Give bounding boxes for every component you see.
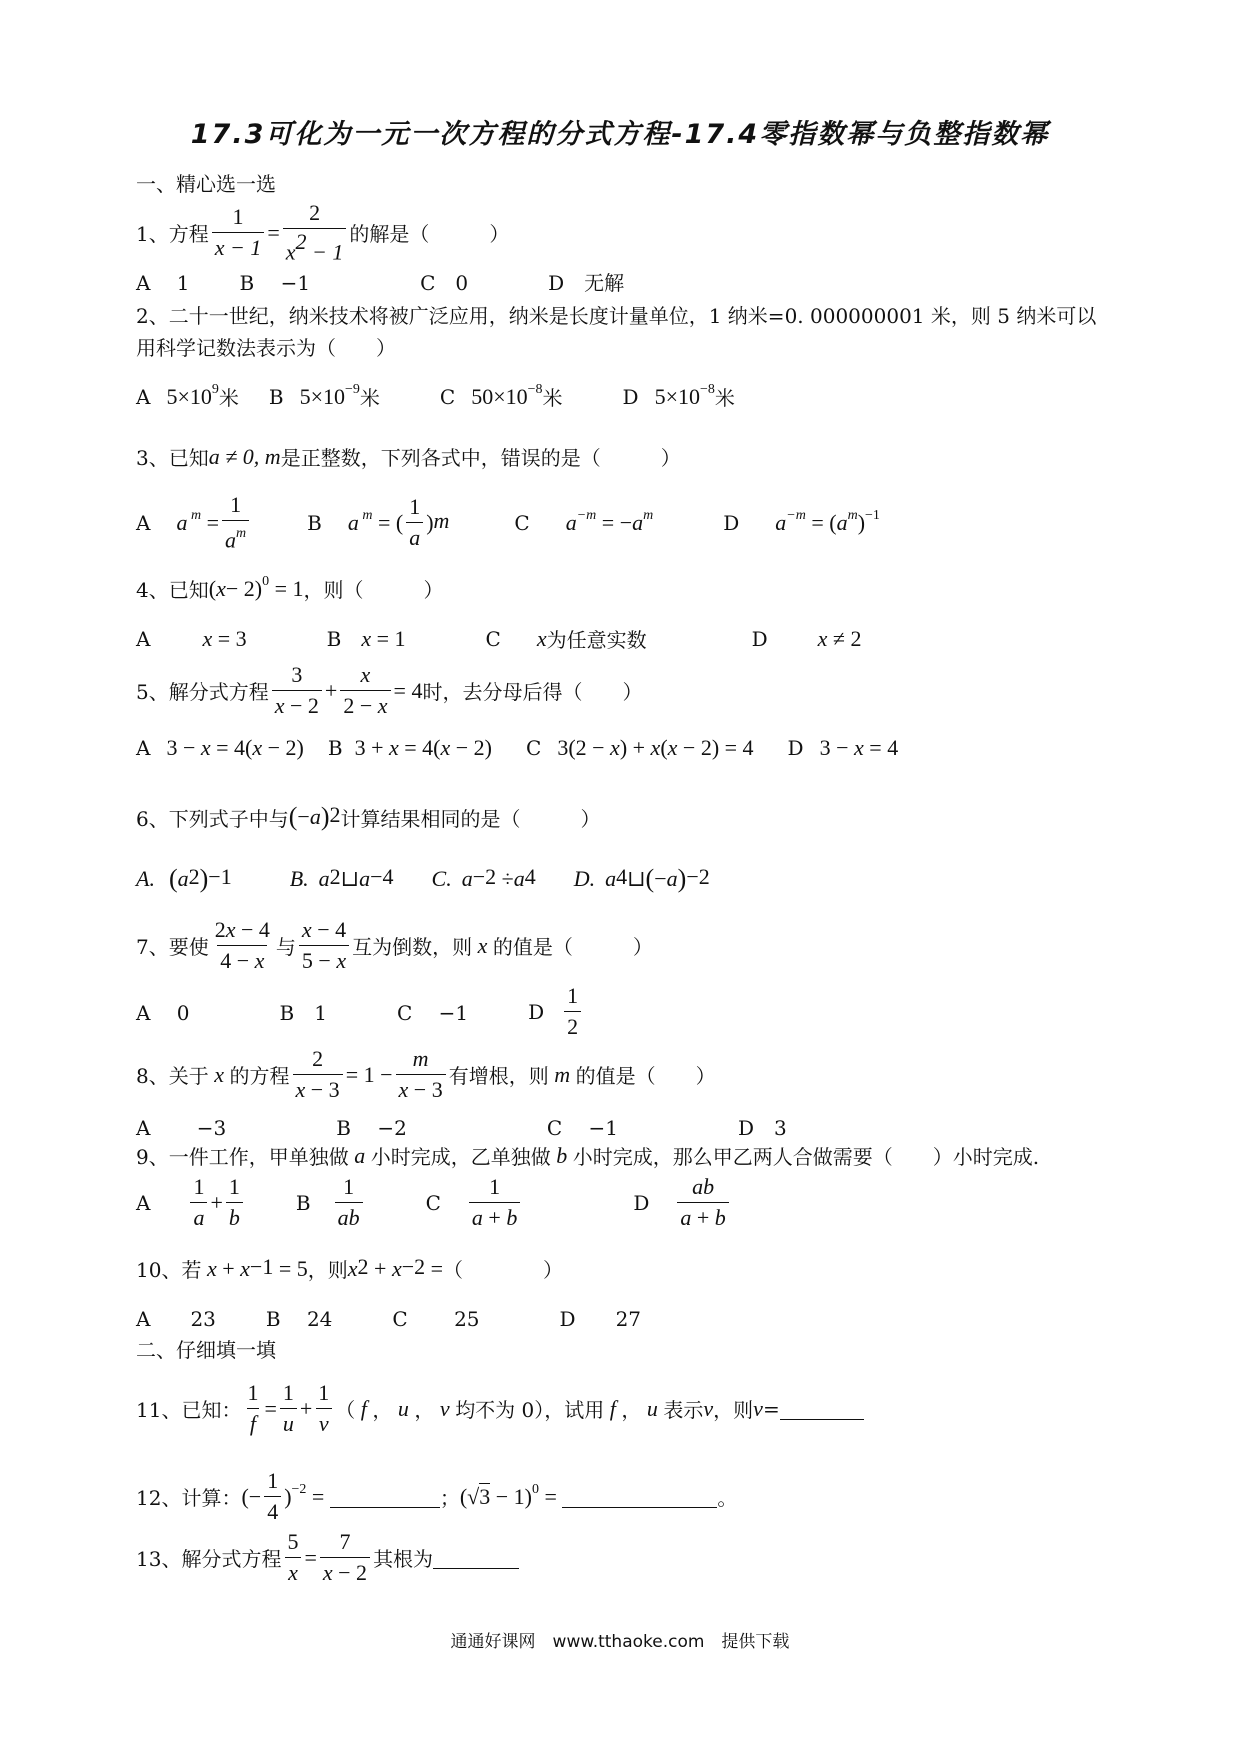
answer-blank[interactable] (562, 1485, 717, 1508)
page-title: 17.3可化为一元一次方程的分式方程-17.4零指数幂与负整指数幂 (190, 119, 1050, 150)
fraction: $\frac{x - 4}{5 - x}$ (299, 917, 349, 974)
fraction: $\frac{2}{x^2 - 1}$ (283, 200, 347, 265)
fraction: $\frac{1}{f}$ (247, 1380, 259, 1436)
fraction: $\frac{2}{x - 3}$ (293, 1046, 343, 1103)
fraction: $\frac{1}{u}$ (280, 1380, 297, 1437)
fraction: $\frac{1}{b}$ (226, 1174, 243, 1231)
question-12: 12、计算： (− $\frac{1}{4}$ )$^{-2}$ = ； $(√3 - 1)^0$ = 。 (136, 1468, 738, 1524)
footer-text: 通通好课网 www.tthaoke.com 提供下载 (450, 1632, 790, 1652)
question-10: 10、若 x + x $^{-1}$ = 5 ，则 x $^2$ + x $^{-2}$ = （ ） (136, 1253, 564, 1282)
fraction: $\frac{2x - 4}{4 - x}$ (214, 917, 270, 973)
fraction: $\frac{1}{a}$ (406, 494, 423, 551)
fraction: $\frac{7}{x - 2}$ (320, 1529, 370, 1586)
question-7: 7、要使 $\frac{2x - 4}{4 - x}$ 与 $\frac{x - 4}{5 - x}$ 互为倒数，则 x 的值是（ ） (136, 917, 653, 973)
question-13: 13、解分式方程 $\frac{5}{x}$ = $\frac{7}{x - 2}$ 其根为 (136, 1529, 519, 1586)
question-5-options: A 3 − x = 4(x − 2) B 3 + x = 4(x − 2) C 3(2 − x) + x(x − 2) = 4 D 3 − x = 4 (136, 735, 899, 760)
answer-blank[interactable] (330, 1485, 440, 1508)
question-2: 2、二十一世纪，纳米技术将被广泛应用，纳米是长度计量单位，1 纳米=0. 000000001 米，则 5 纳米可以 (136, 304, 1097, 328)
fraction: $\frac{3}{x - 2}$ (272, 662, 322, 719)
question-1: 1、 方程 $\frac{1}{x - 1}$ = $\frac{2}{x^2 - 1}$ 的解是（ ） (136, 200, 510, 265)
question-8-options: A −3 B −2 C −1 D 3 (136, 1116, 787, 1140)
question-4: 4、已知 ( x − 2)$^0$ = 1 ，则（ ） (136, 574, 444, 602)
fraction: $\frac{1}{a + b}$ (469, 1174, 520, 1231)
fraction: $\frac{1}{4}$ (264, 1468, 281, 1525)
question-8: 8、关于 x 的方程 $\frac{2}{x - 3}$ = 1 − $\frac{m}{x - 3}$ 有增根，则 m 的值是（ ） (136, 1046, 716, 1102)
section-heading-2: 二、仔细填一填 (136, 1338, 276, 1362)
fraction: $\frac{1}{2}$ (564, 983, 581, 1040)
fraction: $\frac{1}{v}$ (315, 1380, 332, 1437)
fraction: $\frac{1}{ab}$ (335, 1174, 363, 1231)
question-2-options: A $5\times 10^9$ 米 B $5\times 10^{-9}$ 米 C $50\times 10^{-8}$ 米 D $5\times 10^{-8}$ 米 (136, 382, 735, 410)
answer-blank[interactable] (780, 1397, 864, 1420)
question-2-cont: 用科学记数法表示为（ ） (136, 336, 396, 360)
question-11: 11、已知： $\frac{1}{f}$ = $\frac{1}{u}$ + $\frac{1}{v}$ （ f ， u ， v 均不为 0），试用 f ， u 表示 v ，则 v = (136, 1380, 864, 1437)
fraction: $\frac{1}{x - 1}$ (212, 204, 265, 261)
fraction: $\frac{ab}{a + b}$ (677, 1174, 728, 1231)
fraction: $\frac{1}{a^m}$ (222, 492, 249, 553)
question-7-options: A 0 B 1 C −1 D $\frac{1}{2}$ (136, 983, 584, 1040)
question-3: 3、已知 a ≠ 0, m 是正整数，下列各式中，错误的是（ ） (136, 443, 681, 470)
fraction: $\frac{m}{x - 3}$ (396, 1046, 446, 1103)
question-3-options: A a $^m$ = $\frac{1}{a^m}$ B a $^m$ = ( $\frac{1}{a}$ ) $^m$ C $a^{-m}$ = − $a^m$ D $a^{-m}$ = ( $a^m$ )$^{-1}$ (136, 492, 880, 553)
question-9: 9、一件工作，甲单独做 a 小时完成，乙单独做 b 小时完成，那么甲乙两人合做需要（ ）小时完成. (136, 1142, 1040, 1169)
question-1-options: A 1 B −1 C 0 D 无解 (136, 271, 625, 295)
fraction: $\frac{1}{a}$ (190, 1174, 207, 1231)
section-heading-1: 一、精心选一选 (136, 172, 276, 196)
question-6-options: A. ( a $^2$ ) $^{-1}$ B. a $^2$ ⊔ a $^{-4}$ C. a $^{-2}$ ÷ a $^4$ D. a $^4$ ⊔ ( − a ) $^{-2}$ (136, 864, 710, 893)
fraction: $\frac{x}{2 - x}$ (340, 662, 390, 719)
question-5: 5、解分式方程 $\frac{3}{x - 2}$ + $\frac{x}{2 - x}$ = 4 时，去分母后得（ ） (136, 662, 643, 718)
question-9-options: A $\frac{1}{a}$ + $\frac{1}{b}$ B $\frac{1}{ab}$ C $\frac{1}{a + b}$ D $\frac{ab}{a + b}$ (136, 1174, 732, 1231)
question-10-options: A 23 B 24 C 25 D 27 (136, 1307, 642, 1331)
question-6: 6、下列式子中与 ( − a ) $^2$ 计算结果相同的是（ ） (136, 802, 601, 831)
answer-blank[interactable] (433, 1546, 519, 1569)
fraction: $\frac{5}{x}$ (284, 1529, 301, 1586)
question-4-options: A x = 3 B x = 1 C x 为任意实数 D x ≠ 2 (136, 625, 862, 652)
